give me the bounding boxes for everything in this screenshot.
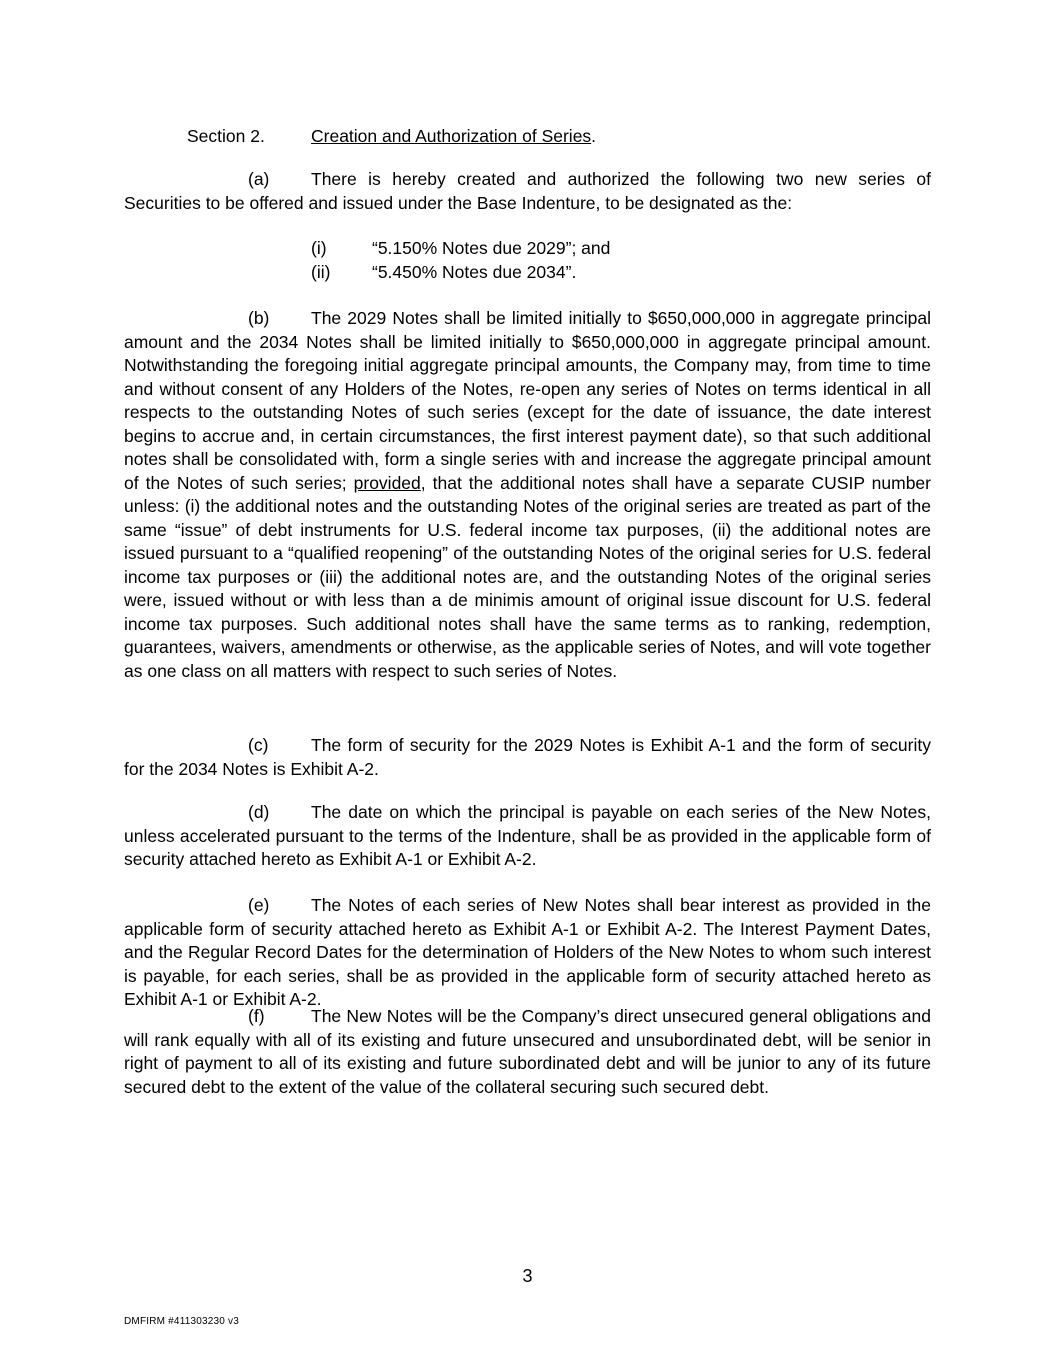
paragraph-e <box>124 894 931 1012</box>
series-list <box>311 236 610 284</box>
paragraph-e-label: (e) <box>248 895 270 915</box>
section-title-period: . <box>591 126 597 146</box>
paragraph-b <box>124 307 931 683</box>
paragraph-d-label: (d) <box>248 802 270 822</box>
paragraph-a-label: (a) <box>248 169 270 189</box>
paragraph-f <box>124 1005 931 1099</box>
section-label: Section 2. <box>187 126 265 146</box>
paragraph-a <box>124 168 931 215</box>
document-id: DMFIRM #411303230 v3 <box>124 1316 239 1327</box>
provided-term: provided <box>353 472 421 493</box>
list-item <box>311 236 610 260</box>
section-title: Creation and Authorization of Series <box>311 126 592 146</box>
paragraph-b-text-after: , that the additional notes shall have a separate CUSIP number unless: (i) the additional notes and the outstanding Notes of the original series are treated as part of the same “issue” of debt instruments for U.S. federal income tax purposes, (ii) the additional notes are issued pursuant to a “qualified reopening” of the outstanding Notes of the original series for U.S. federal income tax purposes or (iii) the additional notes are, and the outstanding Notes of the original series were, issued without or with less than a de minimis amount of original issue discount for U.S. federal income tax purposes. Such additional notes shall have the same terms as to ranking, redemption, guarantees, waivers, amendments or otherwise, as the applicable series of Notes, and will vote together as one class on all matters with respect to such series of Notes. <box>124 472 931 681</box>
paragraph-b-text-before: The 2029 Notes shall be limited initially to $650,000,000 in aggregate principal amount and the 2034 Notes shall be limited initially to $650,000,000 in aggregate principal amount. Notwithstanding the foregoing initial aggregate principal amounts, the Company may, from time to time and without consent of any Holders of the Notes, re-open any series of Notes on terms identical in all respects to the outstanding Notes of such series (except for the date of issuance, the date interest begins to accrue and, in certain circumstances, the first interest payment date), so that such additional notes shall be consolidated with, form a single series with and increase the aggregate principal amount of the Notes of such series; <box>124 308 931 493</box>
paragraph-c-label: (c) <box>248 735 269 755</box>
paragraph-d <box>124 801 931 872</box>
paragraph-b-label: (b) <box>248 308 270 328</box>
list-item <box>311 260 610 284</box>
list-item-label: (ii) <box>311 262 331 282</box>
paragraph-f-label: (f) <box>248 1006 265 1026</box>
paragraph-d-text: The date on which the principal is payable on each series of the New Notes, unless accelerated pursuant to the terms of the Indenture, shall be as provided in the applicable form of security attached hereto as Exhibit A-1 or Exhibit A-2. <box>124 802 931 869</box>
paragraph-c <box>124 734 931 781</box>
section-heading <box>187 124 596 148</box>
list-item-text: “5.450% Notes due 2034”. <box>372 262 577 282</box>
list-item-label: (i) <box>311 238 327 258</box>
paragraph-f-text: The New Notes will be the Company’s direct unsecured general obligations and will rank equally with all of its existing and future unsecured and unsubordinated debt, will be senior in right of payment to all of its existing and future subordinated debt and will be junior to any of its future secured debt to the extent of the value of the collateral securing such secured debt. <box>124 1006 931 1097</box>
paragraph-c-text: The form of security for the 2029 Notes is Exhibit A-1 and the form of security for the 2034 Notes is Exhibit A-2. <box>124 735 931 779</box>
list-item-text: “5.150% Notes due 2029”; and <box>372 238 611 258</box>
page-number: 3 <box>522 1266 533 1286</box>
paragraph-e-text: The Notes of each series of New Notes shall bear interest as provided in the applicable form of security attached hereto as Exhibit A-1 or Exhibit A-2. The Interest Payment Dates, and the Regular Record Dates for the determination of Holders of the New Notes to whom such interest is payable, for each series, shall be as provided in the applicable form of security attached hereto as Exhibit A-1 or Exhibit A-2. <box>124 895 931 1009</box>
paragraph-a-text: There is hereby created and authorized the following two new series of Securities to be offered and issued under the Base Indenture, to be designated as the: <box>124 169 931 213</box>
